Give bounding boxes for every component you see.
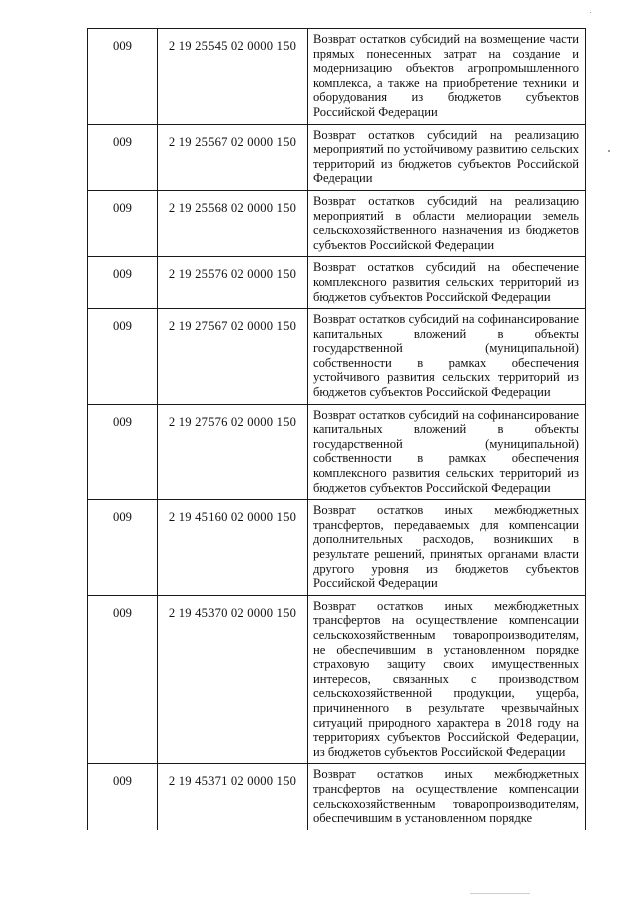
description-cell: Возврат остатков иных межбюджетных трансфертов на осуществление компенсации сельскохозяйственным товаропроизводителям, не обеспечившим в установленном порядке страховую защиту своих имущественных интересов, связанных с производством сельскохозяйственной продукции, ущерба, причиненного в результате чрезвычайных ситуаций природного характера в 2018 году на территориях субъектов Российской Федерации, из бюджетов субъектов Российской Федерации: [308, 595, 586, 764]
table-row: [88, 29, 586, 125]
table-row: [88, 595, 586, 764]
budget-code-cell: 2 19 25567 02 0000 150: [158, 124, 308, 190]
table-row: [88, 309, 586, 405]
budget-code-cell: 2 19 27567 02 0000 150: [158, 309, 308, 405]
budget-code-cell: 2 19 45371 02 0000 150: [158, 764, 308, 830]
budget-code-cell: 2 19 25576 02 0000 150: [158, 257, 308, 309]
scan-speck: [590, 12, 591, 13]
description-cell: Возврат остатков субсидий на реализацию мероприятий по устойчивому развитию сельских территорий из бюджетов субъектов Российской Федерации: [308, 124, 586, 190]
admin-code-cell: 009: [88, 29, 158, 125]
budget-code-cell: 2 19 45370 02 0000 150: [158, 595, 308, 764]
admin-code-cell: 009: [88, 500, 158, 596]
admin-code-cell: 009: [88, 309, 158, 405]
admin-code-cell: 009: [88, 124, 158, 190]
budget-code-cell: 2 19 27576 02 0000 150: [158, 404, 308, 500]
description-cell: Возврат остатков субсидий на возмещение части прямых понесенных затрат на создание и модернизацию объектов агропромышленного комплекса, а также на приобретение техники и оборудования из бюджетов субъектов Российской Федерации: [308, 29, 586, 125]
admin-code-cell: 009: [88, 404, 158, 500]
budget-codes-table: [87, 28, 586, 830]
table-row: [88, 764, 586, 830]
description-cell: Возврат остатков субсидий на софинансирование капитальных вложений в объекты государственной (муниципальной) собственности в рамках обеспечения устойчивого развития сельских территорий из бюджетов субъектов Российской Федерации: [308, 309, 586, 405]
description-cell: Возврат остатков субсидий на софинансирование капитальных вложений в объекты государственной (муниципальной) собственности в рамках обеспечения комплексного развития сельских территорий из бюджетов субъектов Российской Федерации: [308, 404, 586, 500]
table-row: [88, 404, 586, 500]
table-row: [88, 190, 586, 256]
budget-code-cell: 2 19 25545 02 0000 150: [158, 29, 308, 125]
scan-speck: [470, 893, 530, 894]
admin-code-cell: 009: [88, 257, 158, 309]
description-cell: Возврат остатков иных межбюджетных трансфертов на осуществление компенсации сельскохозяйственным товаропроизводителям, обеспечившим в установленном порядке: [308, 764, 586, 830]
table-row: [88, 500, 586, 596]
scan-speck: [608, 150, 610, 152]
admin-code-cell: 009: [88, 595, 158, 764]
admin-code-cell: 009: [88, 764, 158, 830]
admin-code-cell: 009: [88, 190, 158, 256]
description-cell: Возврат остатков иных межбюджетных трансфертов, передаваемых для компенсации дополнительных расходов, возникших в результате решений, принятых органами власти другого уровня из бюджетов субъектов Российской Федерации: [308, 500, 586, 596]
table-row: [88, 124, 586, 190]
budget-code-cell: 2 19 45160 02 0000 150: [158, 500, 308, 596]
table-row: [88, 257, 586, 309]
budget-code-cell: 2 19 25568 02 0000 150: [158, 190, 308, 256]
description-cell: Возврат остатков субсидий на обеспечение комплексного развития сельских территорий из бюджетов субъектов Российской Федерации: [308, 257, 586, 309]
description-cell: Возврат остатков субсидий на реализацию мероприятий в области мелиорации земель сельскохозяйственного назначения из бюджетов субъектов Российской Федерации: [308, 190, 586, 256]
